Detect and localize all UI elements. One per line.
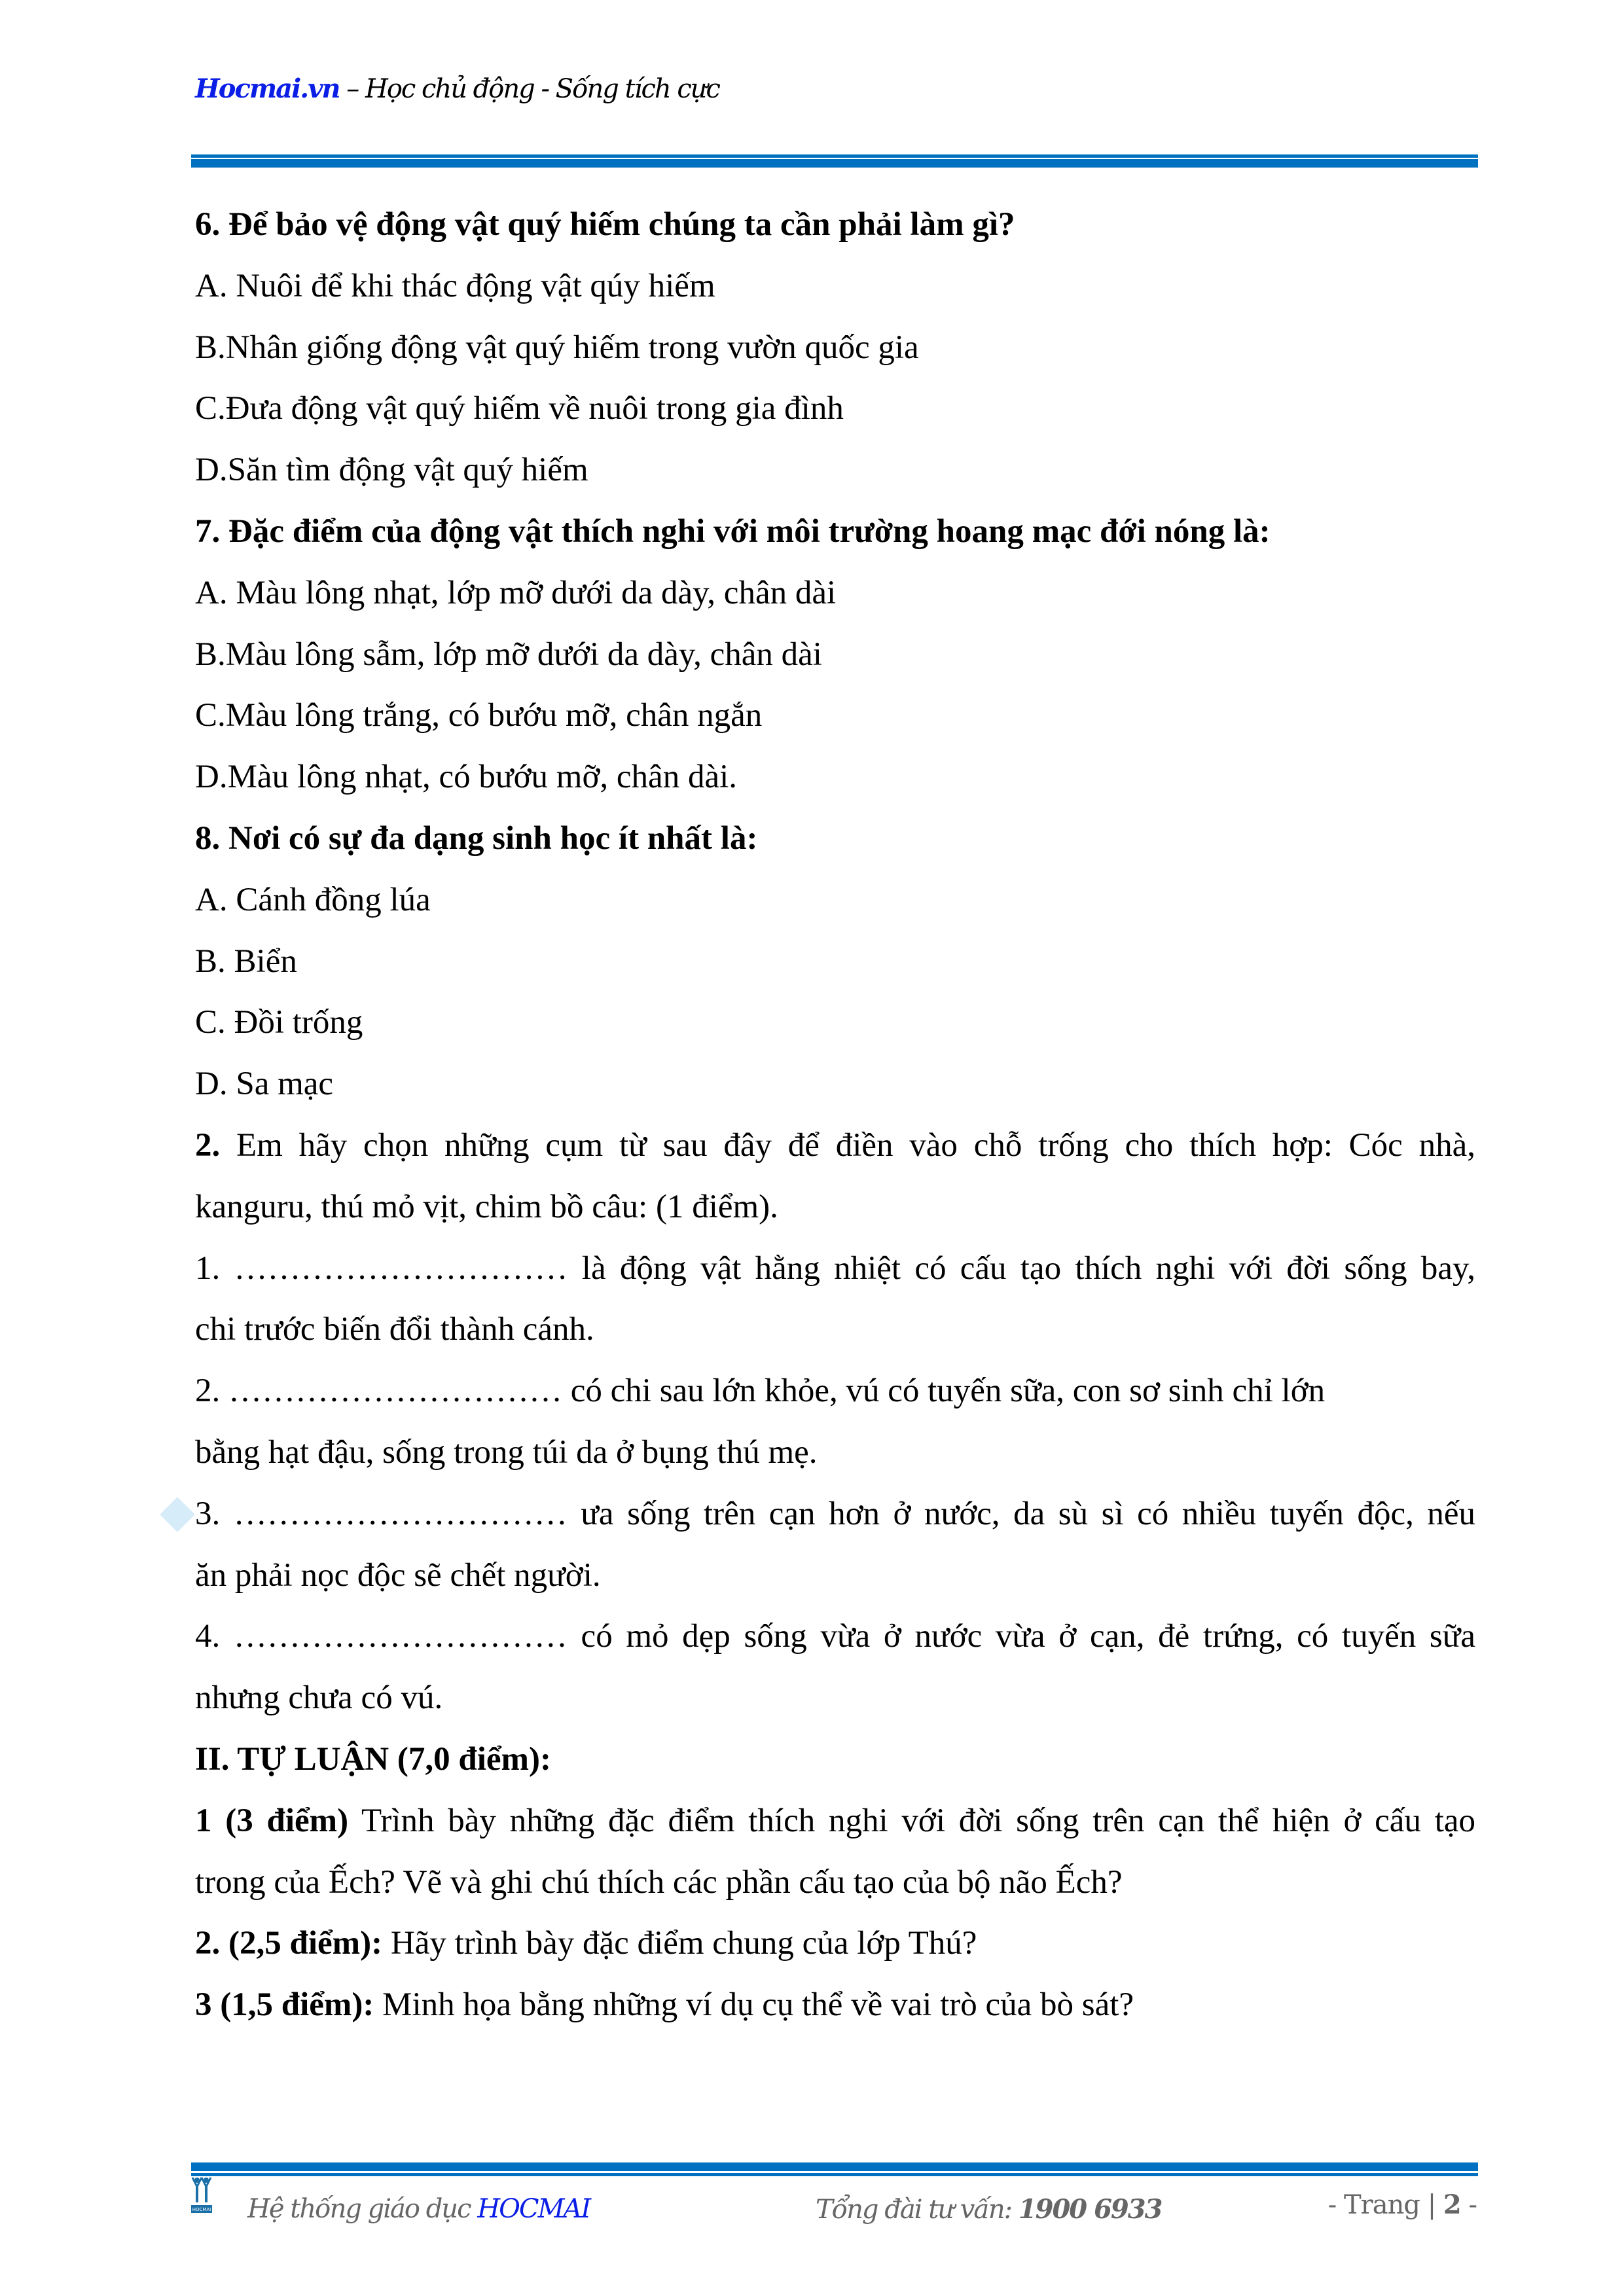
fill-item-1-line-2: chi trước biến đổi thành cánh. xyxy=(195,1311,594,1348)
q8-option-c: C. Đồi trống xyxy=(195,1004,363,1041)
fill-intro-line-2: kanguru, thú mỏ vịt, chim bồ câu: (1 điểm). xyxy=(195,1188,778,1225)
header-divider-thin xyxy=(191,154,1478,158)
footer-brand[interactable]: HOCMAI xyxy=(477,2194,590,2224)
fill-item-2-line-1: 2. ………………………… có chi sau lớn khỏe, vú có tuyến sữa, con sơ sinh chỉ lớn xyxy=(195,1372,1326,1410)
essay-1-text: Trình bày những đặc điểm thích nghi với đời sống trên cạn thể hiện ở cấu tạo xyxy=(348,1802,1475,1839)
q6-option-d: D.Săn tìm động vật quý hiếm xyxy=(195,452,588,489)
fill-intro-text: Em hãy chọn những cụm từ sau đây để điền vào chỗ trống cho thích hợp: Cóc nhà, xyxy=(220,1126,1475,1164)
essay-3-label: 3 (1,5 điểm): xyxy=(195,1986,374,2024)
page-prefix: - Trang | xyxy=(1327,2190,1443,2220)
q6-option-a: A. Nuôi để khi thác động vật qúy hiếm xyxy=(195,267,715,304)
header-divider-thick xyxy=(191,159,1478,168)
question-6-title: 6. Để bảo vệ động vật quý hiếm chúng ta cần phải làm gì? xyxy=(195,206,1015,243)
header-brand[interactable]: Hocmai.vn xyxy=(195,73,340,104)
q7-option-d: D.Màu lông nhạt, có bướu mỡ, chân dài. xyxy=(195,759,738,796)
fill-item-4-line-2: nhưng chưa có vú. xyxy=(195,1679,443,1717)
fill-number: 2. xyxy=(195,1126,221,1164)
question-7-title: 7. Đặc điểm của động vật thích nghi với môi trường hoang mạc đới nóng là: xyxy=(195,512,1271,550)
essay-1-line-2: trong của Ếch? Vẽ và ghi chú thích các phần cấu tạo của bộ não Ếch? xyxy=(195,1863,1123,1901)
hotline-label: Tổng đài tư vấn: xyxy=(816,2195,1019,2225)
fill-item-3-line-2: ăn phải nọc độc sẽ chết người. xyxy=(195,1556,601,1594)
page-num: 2 xyxy=(1443,2189,1461,2220)
q8-option-b: B. Biển xyxy=(195,942,297,980)
footer-divider-thick xyxy=(191,2162,1478,2171)
essay-section-title: II. TỰ LUẬN (7,0 điểm): xyxy=(195,1740,551,1778)
q7-option-b: B.Màu lông sẫm, lớp mỡ dưới da dày, chân dài xyxy=(195,636,822,673)
footer-hotline xyxy=(816,2194,1161,2225)
fill-item-1-line-1: 1. ………………………… là động vật hằng nhiệt có cấu tạo thích nghi với đời sống bay, xyxy=(195,1249,1475,1287)
document-body xyxy=(195,194,1475,2036)
footer-system-text: Hệ thống giáo dục xyxy=(247,2194,478,2224)
essay-2-label: 2. (2,5 điểm): xyxy=(195,1925,383,1962)
footer-system xyxy=(247,2194,590,2224)
q6-option-b: B.Nhân giống động vật quý hiếm trong vườn quốc gia xyxy=(195,329,919,366)
essay-3 xyxy=(195,1975,1475,2036)
logo-text: HOCMAI xyxy=(192,2207,211,2212)
hocmai-logo-icon xyxy=(191,2175,212,2214)
essay-1-line-1 xyxy=(195,1791,1475,1852)
fill-intro-line-1 xyxy=(195,1115,1475,1177)
q8-option-a: A. Cánh đồng lúa xyxy=(195,881,431,918)
page-number xyxy=(1328,2189,1477,2220)
footer-divider-thin xyxy=(191,2173,1478,2176)
essay-1-label: 1 (3 điểm) xyxy=(195,1802,349,1839)
q7-option-c: C.Màu lông trắng, có bướu mỡ, chân ngắn xyxy=(195,697,763,734)
q7-option-a: A. Màu lông nhạt, lớp mỡ dưới da dày, chân dài xyxy=(195,574,837,611)
essay-3-text: Minh họa bằng những ví dụ cụ thể về vai trò của bò sát? xyxy=(374,1986,1134,2024)
fill-item-3-line-1: 3. ………………………… ưa sống trên cạn hơn ở nước, da sù sì có nhiều tuyến độc, nếu xyxy=(195,1495,1475,1532)
header-tagline: – Học chủ động - Sống tích cực xyxy=(339,74,719,104)
q6-option-c: C.Đưa động vật quý hiếm về nuôi trong gia đình xyxy=(195,390,844,427)
fill-item-2-line-2: bằng hạt đậu, sống trong túi da ở bụng thú mẹ. xyxy=(195,1433,818,1471)
decorative-diamond xyxy=(160,1497,195,1532)
essay-2-text: Hãy trình bày đặc điểm chung của lớp Thú? xyxy=(382,1925,977,1962)
hotline-number: 1900 6933 xyxy=(1018,2194,1162,2225)
fill-item-4-line-1: 4. ………………………… có mỏ dẹp sống vừa ở nước vừa ở cạn, đẻ trứng, có tuyến sữa xyxy=(195,1618,1475,1655)
q8-option-d: D. Sa mạc xyxy=(195,1066,334,1103)
question-8-title: 8. Nơi có sự đa dạng sinh học ít nhất là: xyxy=(195,819,758,857)
header xyxy=(195,73,719,104)
page-suffix: - xyxy=(1460,2190,1477,2220)
essay-2 xyxy=(195,1913,1475,1975)
